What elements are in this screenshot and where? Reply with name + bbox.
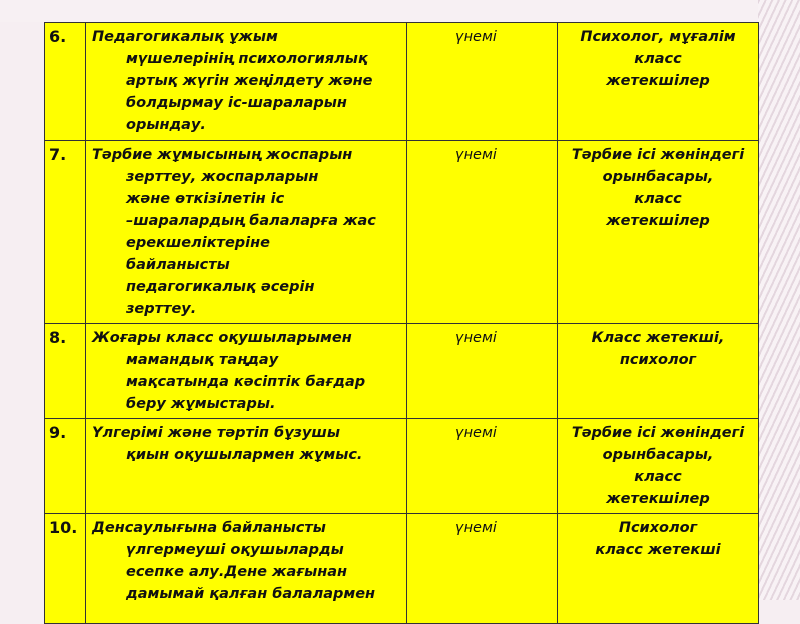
- description-line: мамандық таңдау: [126, 352, 279, 368]
- table-row: [45, 419, 759, 514]
- description-line: –шаралардың балаларға жас: [126, 213, 376, 229]
- responsible-line: жетекшілер: [606, 73, 710, 89]
- responsible: [558, 141, 759, 324]
- frequency: үнемі: [407, 514, 558, 624]
- description-line: беру жұмыстары.: [126, 396, 276, 412]
- row-number: 8.: [45, 324, 86, 419]
- frequency: үнемі: [407, 324, 558, 419]
- description-line: зерттеу.: [126, 301, 197, 317]
- responsible-line: жетекшілер: [606, 491, 710, 507]
- responsible: [558, 514, 759, 624]
- responsible-line: жетекшілер: [606, 213, 710, 229]
- description-line: ерекшеліктеріне: [126, 235, 270, 251]
- description-line: үлгермеуші оқушыларды: [126, 542, 344, 558]
- table-row: [45, 23, 759, 141]
- table-row: [45, 514, 759, 624]
- description-line: Денсаулығына байланысты: [92, 520, 326, 536]
- responsible-line: орынбасары,: [602, 447, 714, 463]
- activity-description: [86, 514, 407, 624]
- responsible-line: класс: [634, 191, 682, 207]
- activity-description: [86, 324, 407, 419]
- responsible-line: психолог: [619, 352, 697, 368]
- description-line: есепке алу.Дене жағынан: [126, 564, 348, 580]
- responsible-line: класс: [634, 469, 682, 485]
- responsible-line: Психолог, мұғалім: [580, 29, 736, 45]
- frequency: үнемі: [407, 419, 558, 514]
- responsible: [558, 324, 759, 419]
- decorative-stripes: [758, 0, 800, 600]
- frequency: үнемі: [407, 23, 558, 141]
- responsible-line: Тәрбие ісі жөніндегі: [571, 425, 745, 441]
- description-line: педагогикалық әсерін: [126, 279, 315, 295]
- responsible: [558, 23, 759, 141]
- row-number: 9.: [45, 419, 86, 514]
- description-line: Педагогикалық ұжым: [92, 29, 278, 45]
- row-number: 10.: [45, 514, 86, 624]
- slide-top-margin: [0, 0, 800, 22]
- responsible-line: Психолог: [618, 520, 698, 536]
- description-line: болдырмау іс-шараларын: [126, 95, 347, 111]
- description-line: дамымай қалған балалармен: [126, 586, 376, 602]
- frequency: үнемі: [407, 141, 558, 324]
- responsible: [558, 419, 759, 514]
- activity-description: [86, 141, 407, 324]
- description-line: артық жүгін жеңілдету және: [126, 73, 373, 89]
- responsible-line: класс жетекші: [595, 542, 721, 558]
- table-row: [45, 141, 759, 324]
- description-line: және өткізілетін іс: [126, 191, 285, 207]
- description-line: зерттеу, жоспарларын: [126, 169, 319, 185]
- description-line: Тәрбие жұмысының жоспарын: [92, 147, 353, 163]
- row-number: 7.: [45, 141, 86, 324]
- responsible-line: класс: [634, 51, 682, 67]
- description-line: Үлгерімі және тәртіп бұзушы: [92, 425, 340, 441]
- responsible-line: орынбасары,: [602, 169, 714, 185]
- description-line: орындау.: [126, 117, 206, 133]
- description-line: байланысты: [126, 257, 230, 273]
- activity-description: [86, 419, 407, 514]
- responsible-line: Тәрбие ісі жөніндегі: [571, 147, 745, 163]
- description-line: мақсатында кәсіптік бағдар: [126, 374, 366, 390]
- activity-description: [86, 23, 407, 141]
- row-number: 6.: [45, 23, 86, 141]
- description-line: мүшелерінің психологиялық: [126, 51, 368, 67]
- description-line: Жоғары класс оқушыларымен: [92, 330, 352, 346]
- table-row: [45, 324, 759, 419]
- responsible-line: Класс жетекші,: [591, 330, 725, 346]
- activities-table: [44, 22, 759, 624]
- description-line: қиын оқушылармен жұмыс.: [126, 447, 363, 463]
